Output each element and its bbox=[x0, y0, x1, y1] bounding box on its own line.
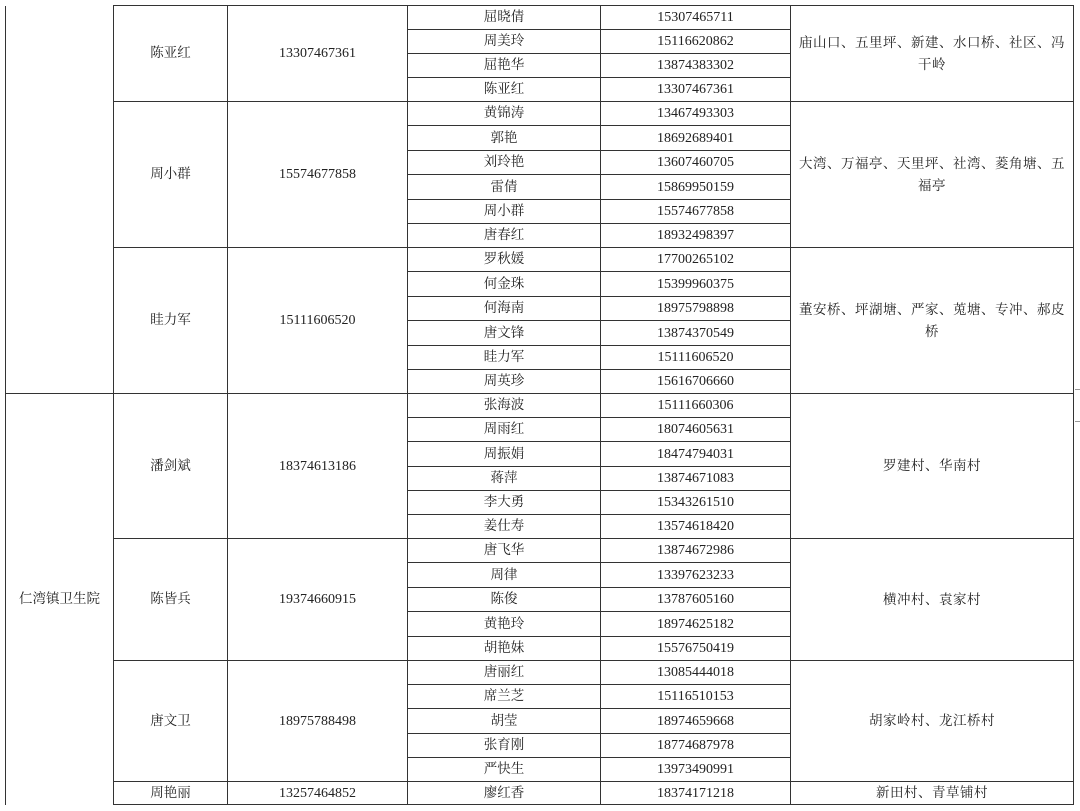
leader-name-cell: 陈皆兵 bbox=[114, 539, 228, 661]
table-row bbox=[6, 6, 1074, 30]
member-name-cell: 席兰芝 bbox=[408, 685, 601, 709]
member-phone-cell: 15116510153 bbox=[601, 685, 791, 709]
member-phone-cell: 18774687978 bbox=[601, 734, 791, 758]
leader-phone-cell: 13307467361 bbox=[228, 6, 408, 102]
service-area-cell: 横冲村、袁家村 bbox=[791, 539, 1074, 661]
member-phone-cell: 18974659668 bbox=[601, 709, 791, 734]
member-phone-cell: 13574618420 bbox=[601, 515, 791, 539]
member-phone-cell: 18692689401 bbox=[601, 126, 791, 151]
service-area-cell: 庙山口、五里坪、新建、水口桥、社区、冯干岭 bbox=[791, 6, 1074, 102]
hospital-cell bbox=[6, 6, 114, 394]
member-name-cell: 周振娟 bbox=[408, 442, 601, 467]
member-name-cell: 周律 bbox=[408, 563, 601, 588]
member-name-cell: 姜仕寿 bbox=[408, 515, 601, 539]
member-name-cell: 黄艳玲 bbox=[408, 612, 601, 637]
member-name-cell: 唐丽红 bbox=[408, 661, 601, 685]
leader-name-cell: 眭力军 bbox=[114, 248, 228, 394]
member-name-cell: 屈晓倩 bbox=[408, 6, 601, 30]
leader-name-cell: 陈亚红 bbox=[114, 6, 228, 102]
member-name-cell: 周雨红 bbox=[408, 418, 601, 442]
service-area-cell: 新田村、青草铺村 bbox=[791, 782, 1074, 805]
service-area-cell: 胡家岭村、龙江桥村 bbox=[791, 661, 1074, 782]
member-phone-cell: 15399960375 bbox=[601, 272, 791, 297]
member-name-cell: 唐飞华 bbox=[408, 539, 601, 563]
member-phone-cell: 18974625182 bbox=[601, 612, 791, 637]
leader-phone-cell: 18975788498 bbox=[228, 661, 408, 782]
leader-phone-cell: 18374613186 bbox=[228, 394, 408, 539]
leader-name-cell: 唐文卫 bbox=[114, 661, 228, 782]
member-phone-cell: 17700265102 bbox=[601, 248, 791, 272]
member-phone-cell: 15574677858 bbox=[601, 200, 791, 224]
member-name-cell: 何海南 bbox=[408, 297, 601, 321]
member-phone-cell: 13467493303 bbox=[601, 102, 791, 126]
member-phone-cell: 13397623233 bbox=[601, 563, 791, 588]
table-body bbox=[6, 6, 1074, 805]
member-phone-cell: 18975798898 bbox=[601, 297, 791, 321]
table-row bbox=[6, 539, 1074, 563]
leader-name-cell: 潘剑斌 bbox=[114, 394, 228, 539]
hospital-cell: 仁湾镇卫生院 bbox=[6, 394, 114, 805]
member-phone-cell: 13307467361 bbox=[601, 78, 791, 102]
member-phone-cell: 18374171218 bbox=[601, 782, 791, 805]
member-name-cell: 罗秋媛 bbox=[408, 248, 601, 272]
table-row bbox=[6, 394, 1074, 418]
member-name-cell: 屈艳华 bbox=[408, 54, 601, 78]
member-phone-cell: 13874370549 bbox=[601, 321, 791, 346]
member-name-cell: 刘玲艳 bbox=[408, 151, 601, 175]
member-phone-cell: 15111606520 bbox=[601, 346, 791, 370]
leader-phone-cell: 19374660915 bbox=[228, 539, 408, 661]
member-phone-cell: 13874383302 bbox=[601, 54, 791, 78]
service-area-cell: 董安桥、坪湖塘、严家、莵塘、专冲、郝皮桥 bbox=[791, 248, 1074, 394]
member-phone-cell: 15116620862 bbox=[601, 30, 791, 54]
member-phone-cell: 13787605160 bbox=[601, 588, 791, 612]
leader-name-cell: 周艳丽 bbox=[114, 782, 228, 805]
member-name-cell: 何金珠 bbox=[408, 272, 601, 297]
table-row bbox=[6, 782, 1074, 805]
page-edge-mark bbox=[1075, 389, 1080, 390]
member-name-cell: 陈亚红 bbox=[408, 78, 601, 102]
member-name-cell: 眭力军 bbox=[408, 346, 601, 370]
member-name-cell: 李大勇 bbox=[408, 491, 601, 515]
member-name-cell: 胡莹 bbox=[408, 709, 601, 734]
member-name-cell: 严快生 bbox=[408, 758, 601, 782]
leader-name-cell: 周小群 bbox=[114, 102, 228, 248]
table-row bbox=[6, 661, 1074, 685]
member-phone-cell: 13973490991 bbox=[601, 758, 791, 782]
member-name-cell: 张育刚 bbox=[408, 734, 601, 758]
service-area-cell: 大湾、万福亭、天里坪、社湾、菱角塘、五福亭 bbox=[791, 102, 1074, 248]
table-row bbox=[6, 102, 1074, 126]
member-name-cell: 雷倩 bbox=[408, 175, 601, 200]
member-name-cell: 周小群 bbox=[408, 200, 601, 224]
member-phone-cell: 15343261510 bbox=[601, 491, 791, 515]
member-name-cell: 蒋萍 bbox=[408, 467, 601, 491]
page-edge-mark bbox=[1075, 421, 1080, 422]
member-name-cell: 周美玲 bbox=[408, 30, 601, 54]
leader-phone-cell: 15111606520 bbox=[228, 248, 408, 394]
member-phone-cell: 13874671083 bbox=[601, 467, 791, 491]
member-name-cell: 周英珍 bbox=[408, 370, 601, 394]
member-phone-cell: 15616706660 bbox=[601, 370, 791, 394]
leader-phone-cell: 13257464852 bbox=[228, 782, 408, 805]
member-phone-cell: 13874672986 bbox=[601, 539, 791, 563]
member-phone-cell: 18474794031 bbox=[601, 442, 791, 467]
member-phone-cell: 18932498397 bbox=[601, 224, 791, 248]
member-name-cell: 黄锦涛 bbox=[408, 102, 601, 126]
member-phone-cell: 15307465711 bbox=[601, 6, 791, 30]
table-row bbox=[6, 248, 1074, 272]
member-phone-cell: 18074605631 bbox=[601, 418, 791, 442]
village-doctor-contact-table bbox=[5, 5, 1074, 805]
member-name-cell: 陈俊 bbox=[408, 588, 601, 612]
leader-phone-cell: 15574677858 bbox=[228, 102, 408, 248]
member-phone-cell: 15869950159 bbox=[601, 175, 791, 200]
member-name-cell: 胡艳妹 bbox=[408, 637, 601, 661]
member-phone-cell: 13607460705 bbox=[601, 151, 791, 175]
member-phone-cell: 13085444018 bbox=[601, 661, 791, 685]
member-name-cell: 廖红香 bbox=[408, 782, 601, 805]
member-name-cell: 唐文锋 bbox=[408, 321, 601, 346]
member-name-cell: 郭艳 bbox=[408, 126, 601, 151]
member-phone-cell: 15111660306 bbox=[601, 394, 791, 418]
member-name-cell: 唐春红 bbox=[408, 224, 601, 248]
member-phone-cell: 15576750419 bbox=[601, 637, 791, 661]
member-name-cell: 张海波 bbox=[408, 394, 601, 418]
service-area-cell: 罗建村、华南村 bbox=[791, 394, 1074, 539]
